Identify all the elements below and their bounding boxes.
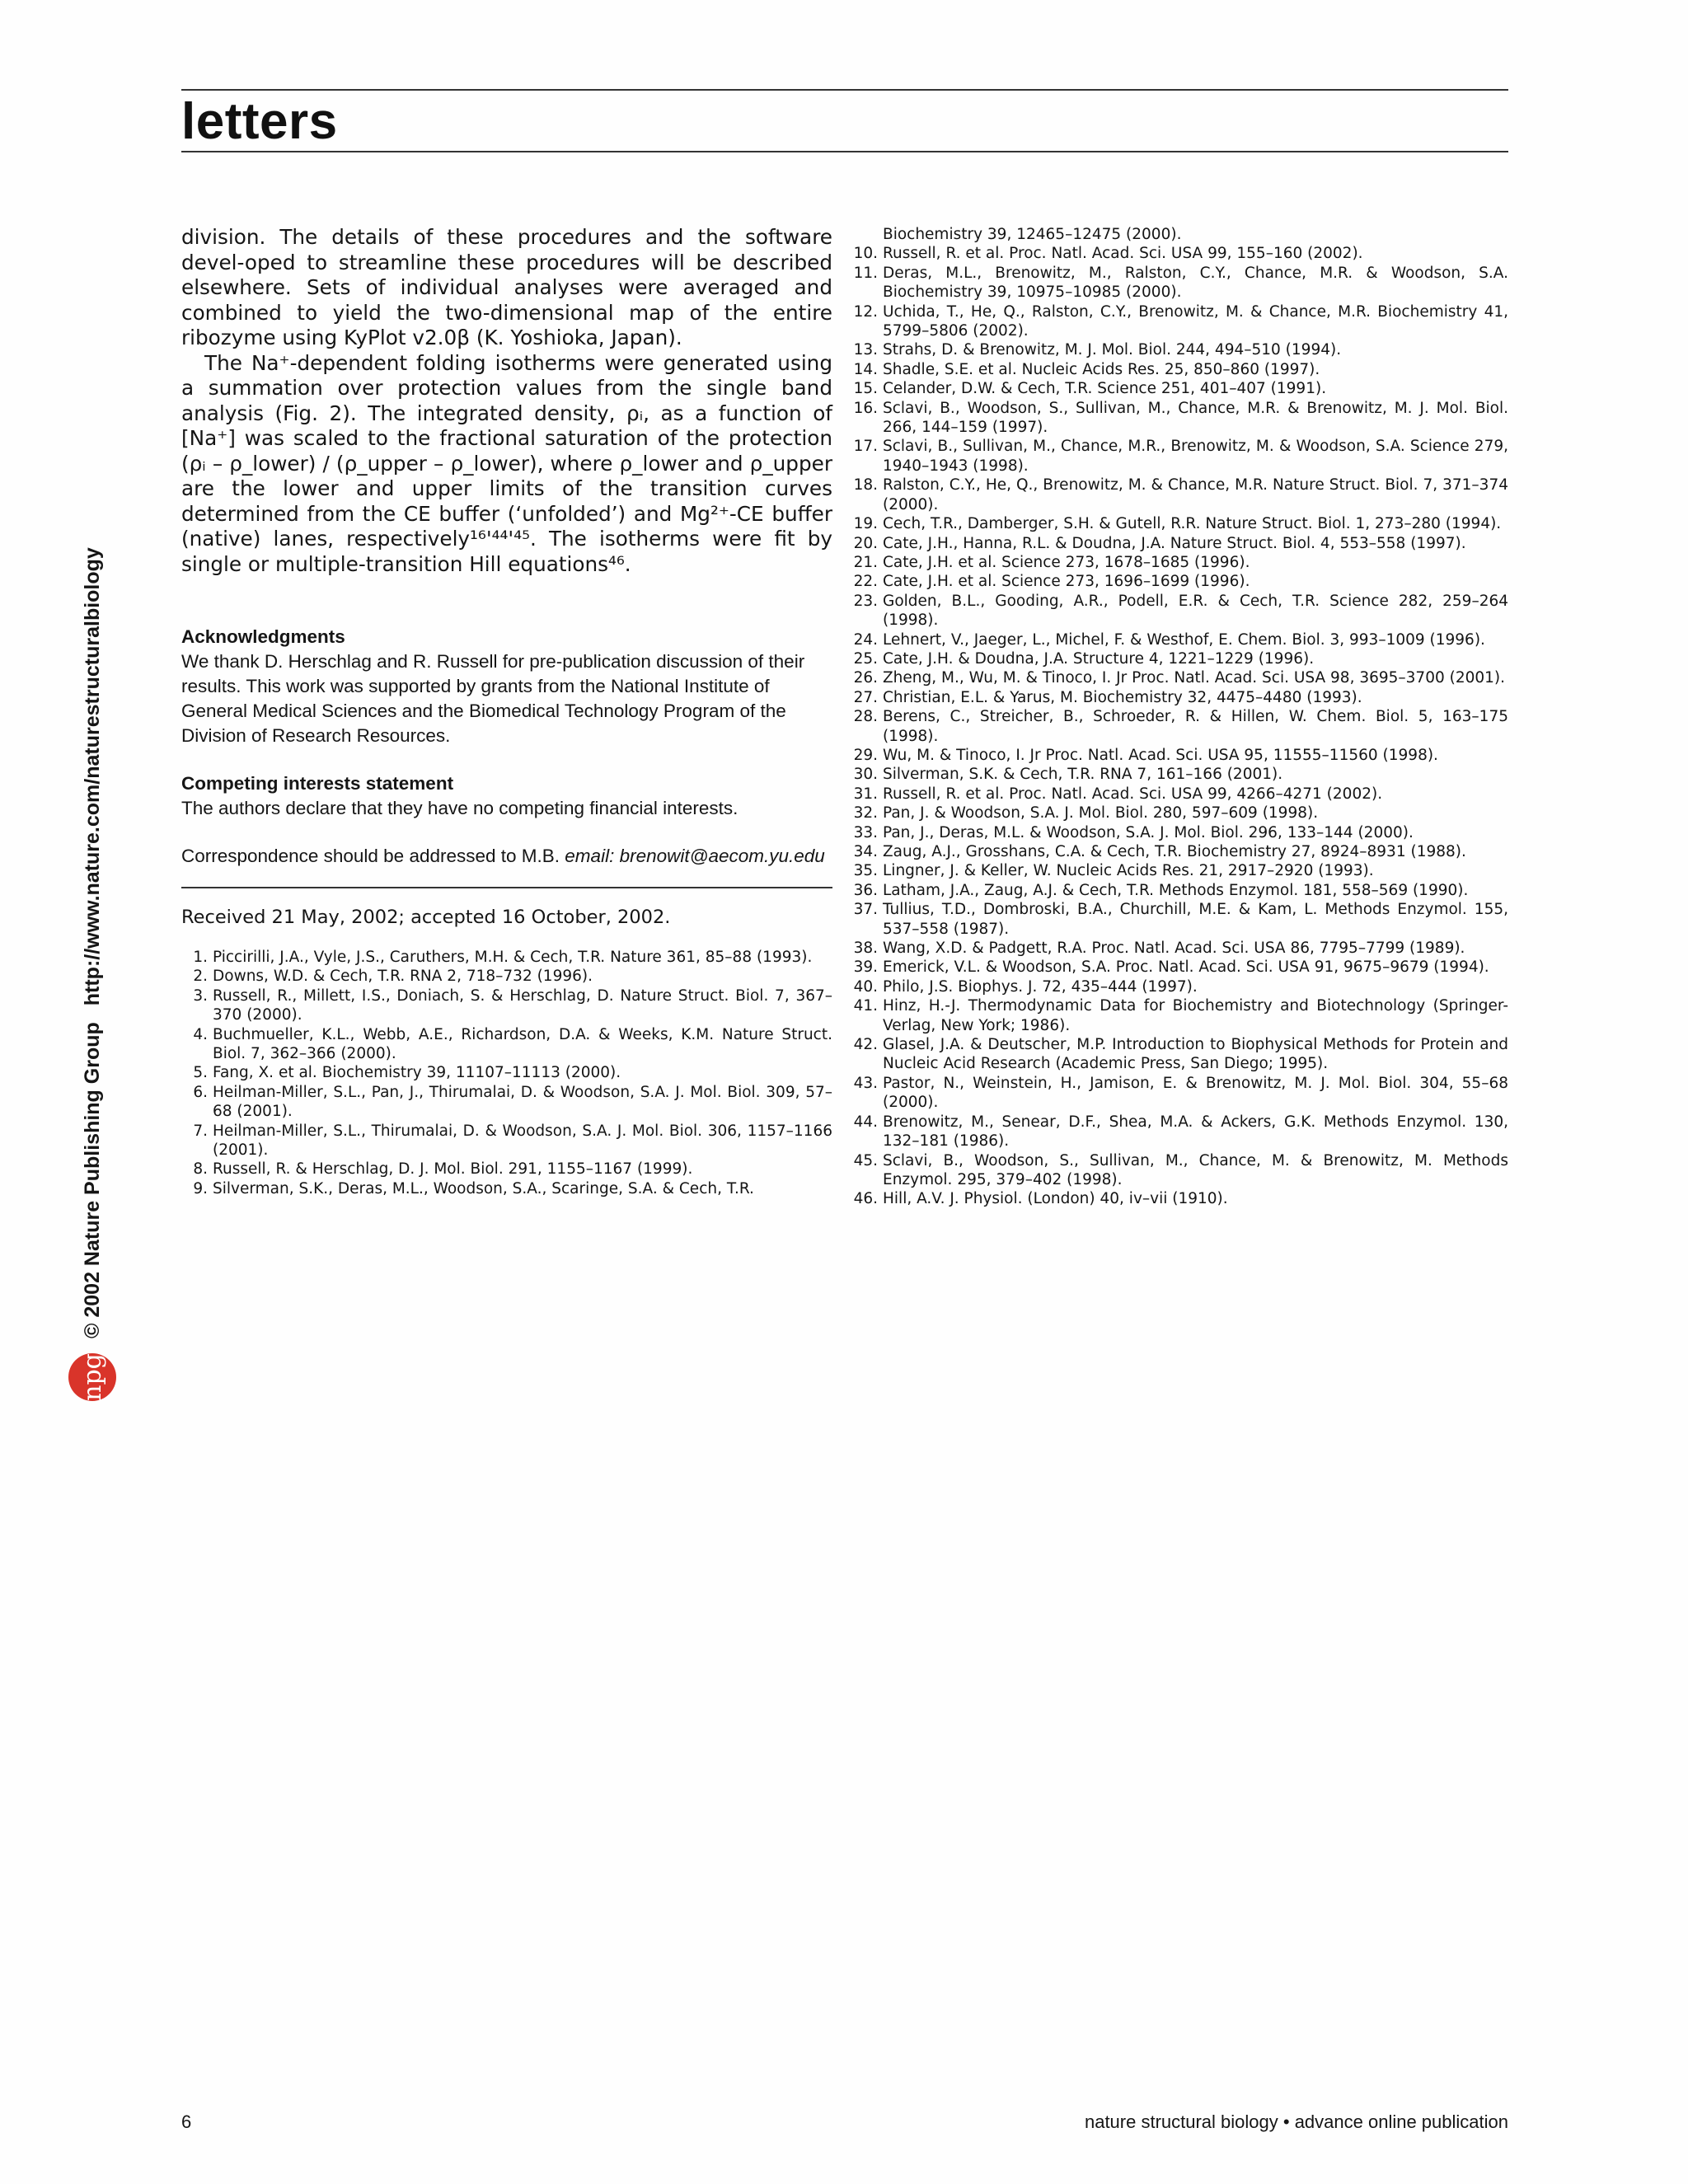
sidebar-copyright xyxy=(68,330,117,1401)
section-header: letters xyxy=(181,93,338,150)
reference-item xyxy=(851,1189,1508,1208)
reference-number: 19. xyxy=(853,515,878,533)
reference-text: Shadle, S.E. et al. Nucleic Acids Res. 25, 850–860 (1997). xyxy=(883,360,1320,378)
reference-item xyxy=(181,1083,832,1122)
reference-item xyxy=(851,958,1508,977)
reference-item xyxy=(851,765,1508,784)
page-number: 6 xyxy=(181,2111,192,2132)
reference-item xyxy=(181,1179,832,1198)
reference-text: Russell, R. et al. Proc. Natl. Acad. Sci. USA 99, 4266–4271 (2002). xyxy=(883,785,1383,803)
reference-number: 45. xyxy=(853,1151,878,1169)
reference-text: Buchmueller, K.L., Webb, A.E., Richardson, D.A. & Weeks, K.M. Nature Struct. Biol. 7, 362–366 (2000). xyxy=(213,1025,832,1063)
reference-item xyxy=(851,881,1508,900)
competing-interests-title: Competing interests statement xyxy=(181,773,454,794)
reference-item xyxy=(851,592,1508,630)
reference-number: 34. xyxy=(853,843,878,860)
reference-text: Zaug, A.J., Grosshans, C.A. & Cech, T.R. Biochemistry 27, 8924–8931 (1988). xyxy=(883,843,1466,860)
reference-number: 7. xyxy=(193,1122,208,1140)
reference-text: Pan, J. & Woodson, S.A. J. Mol. Biol. 280, 597–609 (1998). xyxy=(883,804,1319,823)
reference-number: 25. xyxy=(853,649,878,668)
reference-number: 39. xyxy=(853,958,878,977)
reference-number: 14. xyxy=(853,360,878,378)
reference-item xyxy=(851,534,1508,553)
reference-text: Silverman, S.K., Deras, M.L., Woodson, S.A., Scaringe, S.A. & Cech, T.R. xyxy=(213,1179,754,1197)
reference-item xyxy=(851,630,1508,649)
reference-text: Piccirilli, J.A., Vyle, J.S., Caruthers, M.H. & Cech, T.R. Nature 361, 85–88 (1993). xyxy=(213,949,813,966)
reference-item xyxy=(851,476,1508,514)
reference-text: Cate, J.H., Hanna, R.L. & Doudna, J.A. Nature Struct. Biol. 4, 553–558 (1997). xyxy=(883,534,1466,552)
reference-item xyxy=(181,1160,832,1179)
reference-text: Pastor, N., Weinstein, H., Jamison, E. & Brenowitz, M. J. Mol. Biol. 304, 55–68 (2000). xyxy=(883,1074,1508,1112)
body-paragraph-1: division. The details of these procedures and the software devel-oped to streamline these procedures will be described elsewhere. Sets of individual analyses were averaged and combined to yield the two-dimensional map of the entire ribozyme using KyPlot v2.0β (K. Yoshioka, Japan). xyxy=(181,225,832,349)
reference-text: Sclavi, B., Woodson, S., Sullivan, M., Chance, M.R. & Brenowitz, M. J. Mol. Biol. 266, 144–159 (1997). xyxy=(883,399,1508,437)
reference-text: Cech, T.R., Damberger, S.H. & Gutell, R.R. Nature Struct. Biol. 1, 273–280 (1994). xyxy=(883,515,1502,533)
reference-item xyxy=(181,967,832,986)
reference-item xyxy=(851,1113,1508,1151)
correspondence-email[interactable]: email: brenowit@aecom.yu.edu xyxy=(565,846,825,866)
reference-number: 29. xyxy=(853,746,878,764)
received-date: Received 21 May, 2002; accepted 16 October, 2002. xyxy=(181,907,671,928)
reference-item xyxy=(851,437,1508,476)
reference-text: Golden, B.L., Gooding, A.R., Podell, E.R. & Cech, T.R. Science 282, 259–264 (1998). xyxy=(883,592,1508,630)
reference-item xyxy=(851,399,1508,438)
header-top-rule xyxy=(181,89,1508,91)
reference-item xyxy=(851,785,1508,804)
journal-url[interactable]: http://www.nature.com/naturestructuralbiology xyxy=(80,547,104,1006)
reference-number: 30. xyxy=(853,766,878,784)
reference-item xyxy=(851,977,1508,996)
reference-text: Pan, J., Deras, M.L. & Woodson, S.A. J. Mol. Biol. 296, 133–144 (2000). xyxy=(883,823,1414,841)
reference-item xyxy=(851,302,1508,341)
journal-footer: nature structural biology • advance online publication xyxy=(1084,2111,1508,2132)
reference-number: 26. xyxy=(853,669,878,687)
reference-item xyxy=(851,804,1508,823)
reference-item xyxy=(851,939,1508,958)
reference-item xyxy=(851,688,1508,707)
reference-number: 5. xyxy=(193,1064,208,1082)
reference-text: Celander, D.W. & Cech, T.R. Science 251, 401–407 (1991). xyxy=(883,380,1327,398)
reference-list-right xyxy=(851,225,1508,1209)
reference-number: 4. xyxy=(193,1025,208,1043)
reference-text: Tullius, T.D., Dombroski, B.A., Churchill, M.E. & Kam, L. Methods Enzymol. 155, 537–558 (1987). xyxy=(883,901,1508,938)
reference-text: Glasel, J.A. & Deutscher, M.P. Introduction to Biophysical Methods for Protein and Nucleic Acid Research (Academic Press, San Diego; 1995). xyxy=(883,1036,1508,1073)
copyright-text: © 2002 Nature Publishing Group xyxy=(80,1022,104,1338)
reference-text: Brenowitz, M., Senear, D.F., Shea, M.A. & Ackers, G.K. Methods Enzymol. 130, 132–181 (1986). xyxy=(883,1113,1508,1151)
reference-item xyxy=(181,1122,832,1160)
reference-text: Zheng, M., Wu, M. & Tinoco, I. Jr Proc. Natl. Acad. Sci. USA 98, 3695–3700 (2001). xyxy=(883,669,1506,687)
reference-text: Philo, J.S. Biophys. J. 72, 435–444 (1997). xyxy=(883,977,1198,996)
reference-text: Fang, X. et al. Biochemistry 39, 11107–11113 (2000). xyxy=(213,1064,621,1082)
reference-text: Lehnert, V., Jaeger, L., Michel, F. & Westhof, E. Chem. Biol. 3, 993–1009 (1996). xyxy=(883,630,1485,649)
reference-text: Heilman-Miller, S.L., Thirumalai, D. & Woodson, S.A. J. Mol. Biol. 306, 1157–1166 (2001). xyxy=(213,1122,832,1160)
reference-text: Uchida, T., He, Q., Ralston, C.Y., Brenowitz, M. & Chance, M.R. Biochemistry 41, 5799–5806 (2002). xyxy=(883,302,1508,340)
reference-item xyxy=(181,1063,832,1082)
reference-item xyxy=(851,244,1508,263)
left-column xyxy=(181,225,832,1198)
reference-number: 2. xyxy=(193,968,208,986)
reference-text: Wang, X.D. & Padgett, R.A. Proc. Natl. Acad. Sci. USA 86, 7795–7799 (1989). xyxy=(883,940,1465,958)
body-paragraph-2: The Na⁺-dependent folding isotherms were generated using a summation over protection values from the single band analysis (Fig. 2). The integrated density, ρᵢ, as a function of [Na⁺] was scaled to the fractional saturation of the protection (ρᵢ – ρ_lower) / (ρ_upper – ρ_lower), where ρ_lower and ρ_upper are the lower and upper limits of the transition curves determined from the CE buffer (‘unfolded’) and Mg²⁺-CE buffer (native) lanes, respectively¹⁶'⁴⁴'⁴⁵. The isotherms were fit by single or multiple-transition Hill equations⁴⁶. xyxy=(181,350,832,576)
reference-number: 40. xyxy=(853,977,878,996)
acknowledgments-text: We thank D. Herschlag and R. Russell for pre-publication discussion of their results. This work was supported by grants from the National Institute of General Medical Sciences and the Biomedical Technology Program of the Division of Research Resources. xyxy=(181,651,805,746)
reference-item xyxy=(851,379,1508,398)
reference-number: 21. xyxy=(853,553,878,571)
reference-number: 42. xyxy=(853,1036,878,1054)
reference-text: Deras, M.L., Brenowitz, M., Ralston, C.Y., Chance, M.R. & Woodson, S.A. Biochemistry 39, 10975–10985 (2000). xyxy=(883,264,1508,302)
reference-item xyxy=(851,572,1508,591)
reference-text: Hill, A.V. J. Physiol. (London) 40, iv–vii (1910). xyxy=(883,1190,1228,1208)
reference-text: Berens, C., Streicher, B., Schroeder, R. & Hillen, W. Chem. Biol. 5, 163–175 (1998). xyxy=(883,708,1508,745)
reference-text: Cate, J.H. & Doudna, J.A. Structure 4, 1221–1229 (1996). xyxy=(883,649,1315,668)
reference-text: Ralston, C.Y., He, Q., Brenowitz, M. & Chance, M.R. Nature Struct. Biol. 7, 371–374 (2000). xyxy=(883,476,1508,513)
correspondence xyxy=(181,844,832,869)
reference-item xyxy=(851,861,1508,880)
reference-text: Emerick, V.L. & Woodson, S.A. Proc. Natl. Acad. Sci. USA 91, 9675–9679 (1994). xyxy=(883,958,1489,977)
npg-logo: npg xyxy=(68,1353,116,1401)
reference-text: Silverman, S.K. & Cech, T.R. RNA 7, 161–166 (2001). xyxy=(883,766,1283,784)
reference-number: 44. xyxy=(853,1113,878,1131)
reference-number: 37. xyxy=(853,901,878,919)
reference-text: Russell, R. et al. Proc. Natl. Acad. Sci. USA 99, 155–160 (2002). xyxy=(883,245,1363,263)
reference-text: Cate, J.H. et al. Science 273, 1696–1699 (1996). xyxy=(883,573,1250,591)
reference-item xyxy=(851,900,1508,939)
header-bottom-rule xyxy=(181,151,1508,152)
reference-text: Russell, R. & Herschlag, D. J. Mol. Biol. 291, 1155–1167 (1999). xyxy=(213,1160,693,1179)
reference-item xyxy=(851,514,1508,533)
reference-number: 16. xyxy=(853,399,878,417)
reference-text: Wu, M. & Tinoco, I. Jr Proc. Natl. Acad. Sci. USA 95, 11555–11560 (1998). xyxy=(883,746,1438,764)
reference-item xyxy=(181,987,832,1025)
reference-text: Lingner, J. & Keller, W. Nucleic Acids Res. 21, 2917–2920 (1993). xyxy=(883,862,1374,880)
reference-text: Sclavi, B., Sullivan, M., Chance, M.R., Brenowitz, M. & Woodson, S.A. Science 279, 1940–1943 (1998). xyxy=(883,438,1508,475)
reference-number: 15. xyxy=(853,380,878,398)
reference-number: 6. xyxy=(193,1083,208,1101)
reference-text: Sclavi, B., Woodson, S., Sullivan, M., Chance, M. & Brenowitz, M. Methods Enzymol. 295, 379–402 (1998). xyxy=(883,1151,1508,1188)
reference-number: 8. xyxy=(193,1160,208,1179)
reference-number: 20. xyxy=(853,534,878,552)
right-column xyxy=(851,225,1508,1209)
reference-item xyxy=(851,264,1508,302)
reference-number: 9. xyxy=(193,1179,208,1197)
reference-item xyxy=(851,996,1508,1035)
reference-number: 24. xyxy=(853,630,878,649)
acknowledgments-title: Acknowledgments xyxy=(181,626,345,647)
reference-text: Heilman-Miller, S.L., Pan, J., Thirumalai, D. & Woodson, S.A. J. Mol. Biol. 309, 57–68 (2001). xyxy=(213,1083,832,1121)
reference-item xyxy=(851,1035,1508,1074)
reference-item xyxy=(851,823,1508,842)
reference-item xyxy=(181,1025,832,1064)
reference-number: 43. xyxy=(853,1074,878,1092)
reference-number: 33. xyxy=(853,823,878,841)
reference-number: 17. xyxy=(853,438,878,456)
reference-text: Downs, W.D. & Cech, T.R. RNA 2, 718–732 (1996). xyxy=(213,968,593,986)
reference-item xyxy=(851,1151,1508,1190)
reference-item xyxy=(181,948,832,967)
reference-item xyxy=(851,746,1508,765)
reference-number: 12. xyxy=(853,302,878,321)
reference-number: 31. xyxy=(853,785,878,803)
reference-item xyxy=(851,707,1508,746)
reference-number: 3. xyxy=(193,987,208,1005)
reference-number: 27. xyxy=(853,688,878,706)
reference-text: Hinz, H.-J. Thermodynamic Data for Biochemistry and Biotechnology (Springer-Verlag, New York; 1986). xyxy=(883,997,1508,1034)
reference-item xyxy=(851,842,1508,861)
reference-number: 36. xyxy=(853,881,878,899)
reference-number: 32. xyxy=(853,804,878,823)
reference-text: Christian, E.L. & Yarus, M. Biochemistry 32, 4475–4480 (1993). xyxy=(883,688,1362,706)
reference-number: 1. xyxy=(193,949,208,966)
reference-item xyxy=(851,668,1508,687)
reference-text: Biochemistry 39, 12465–12475 (2000). xyxy=(883,226,1182,243)
reference-list-left xyxy=(181,948,832,1198)
reference-text: Strahs, D. & Brenowitz, M. J. Mol. Biol. 244, 494–510 (1994). xyxy=(883,341,1342,359)
reference-number: 11. xyxy=(853,264,878,282)
reference-text: Cate, J.H. et al. Science 273, 1678–1685 (1996). xyxy=(883,553,1250,571)
reference-number: 13. xyxy=(853,341,878,359)
reference-item xyxy=(851,360,1508,379)
reference-item xyxy=(851,340,1508,359)
reference-item xyxy=(851,225,1508,244)
reference-number: 23. xyxy=(853,592,878,610)
reference-number: 22. xyxy=(853,573,878,591)
reference-number: 41. xyxy=(853,997,878,1015)
reference-number: 28. xyxy=(853,708,878,726)
reference-number: 38. xyxy=(853,940,878,958)
reference-item xyxy=(851,553,1508,572)
reference-item xyxy=(851,1074,1508,1113)
reference-text: Latham, J.A., Zaug, A.J. & Cech, T.R. Methods Enzymol. 181, 558–569 (1990). xyxy=(883,881,1469,899)
correspondence-text: Correspondence should be addressed to M.B. xyxy=(181,846,560,866)
reference-item xyxy=(851,649,1508,668)
reference-number: 18. xyxy=(853,476,878,494)
reference-number: 10. xyxy=(853,245,878,263)
reference-number: 35. xyxy=(853,862,878,880)
reference-text: Russell, R., Millett, I.S., Doniach, S. & Herschlag, D. Nature Struct. Biol. 7, 367–370 (2000). xyxy=(213,987,832,1024)
reference-number: 46. xyxy=(853,1190,878,1208)
competing-interests-text: The authors declare that they have no competing financial interests. xyxy=(181,798,738,818)
